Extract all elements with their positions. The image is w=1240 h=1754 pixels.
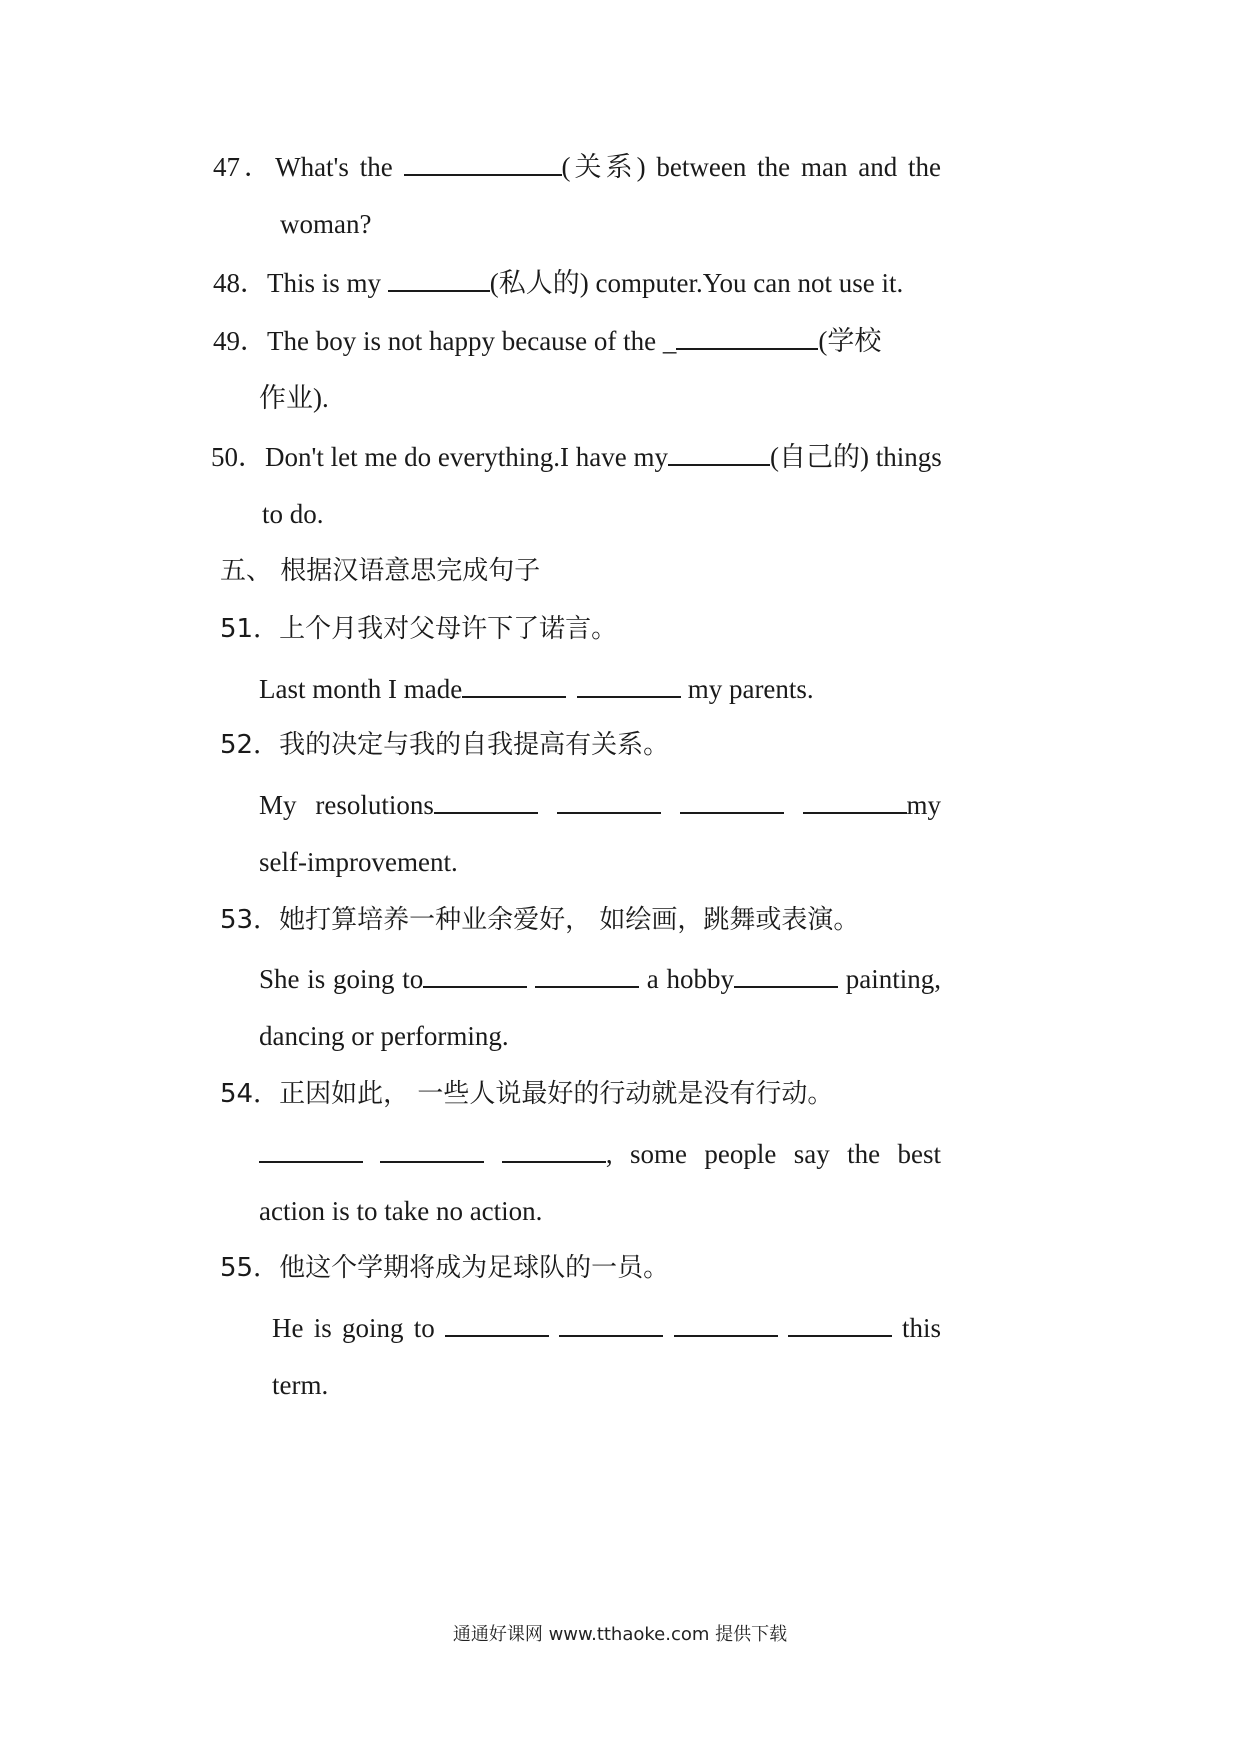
answer-blank[interactable] [535,960,639,988]
question-47-line-2 [280,206,371,242]
q48-text-b: (私人的) computer.You can not use it. [489,268,904,298]
question-52-line-2 [259,844,458,880]
answer-blank[interactable] [388,264,490,292]
q53-text-a: She is going to [259,964,424,994]
q47-text-a: 47．What's the [213,152,393,182]
answer-blank[interactable] [559,1309,663,1337]
q55-prompt-text: 55．他这个学期将成为足球队的一员。 [220,1253,670,1283]
question-52-prompt [220,727,669,763]
q50-text-a: 50．Don't let me do everything.I have my [211,442,669,472]
answer-blank[interactable] [680,786,784,814]
question-51-prompt [220,611,617,647]
q49-text-c: 作业). [259,383,329,413]
q52-text-b: my [906,790,942,820]
q53-prompt-text: 53．她打算培养一种业余爱好， 如绘画，跳舞或表演。 [220,905,860,935]
answer-blank[interactable] [380,1135,484,1163]
answer-blank[interactable] [502,1135,606,1163]
q49-text-b: (学校 [818,326,882,356]
q51-text-a: Last month I made [259,674,463,704]
question-54-prompt [220,1076,833,1112]
q49-text-a: 49．The boy is not happy because of the _ [213,326,677,356]
answer-blank[interactable] [445,1309,549,1337]
q52-text-a: My resolutions [259,790,434,820]
q55-text-b: this [902,1313,942,1343]
answer-blank[interactable] [259,1135,363,1163]
question-51-answer-line [259,670,814,707]
question-53-line-2 [259,1018,509,1054]
q55-text-c: term. [272,1370,329,1400]
question-49-line-2 [259,380,329,416]
question-50-line-2 [262,496,324,532]
answer-blank[interactable] [434,786,538,814]
q51-prompt-text: 51．上个月我对父母许下了诺言。 [220,614,618,644]
q55-text-a: He is going to [272,1313,435,1343]
section-5-title-text: 五、 根据汉语意思完成句子 [220,556,541,586]
q47-text-c: woman? [280,209,372,239]
answer-blank[interactable] [788,1309,892,1337]
answer-blank[interactable] [462,670,566,698]
q52-text-c: self-improvement. [259,847,458,877]
section-5-title [220,553,540,589]
q54-text-a: , some people say the best [605,1139,942,1169]
question-53-prompt [220,902,859,938]
q51-text-b: my parents. [687,674,814,704]
page-footer [0,1620,1240,1646]
question-48-line-1 [213,264,903,301]
question-55-answer-line [272,1309,941,1346]
answer-blank[interactable] [577,670,681,698]
question-54-answer-line [259,1135,941,1172]
q53-text-b: a hobby [646,964,734,994]
question-49-line-1 [213,322,881,359]
question-55-prompt [220,1250,669,1286]
q54-prompt-text: 54．正因如此， 一些人说最好的行动就是没有行动。 [220,1079,834,1109]
question-50-line-1 [211,438,941,475]
answer-blank[interactable] [674,1309,778,1337]
answer-blank[interactable] [734,960,838,988]
answer-blank[interactable] [676,322,818,350]
question-47-line-1 [213,148,941,185]
q50-text-b: (自己的) things [770,442,942,472]
question-55-line-2 [272,1367,328,1403]
q54-text-b: action is to take no action. [259,1196,543,1226]
q47-text-b: (关系) between the man and the [561,152,942,182]
answer-blank[interactable] [803,786,907,814]
question-53-answer-line [259,960,941,997]
answer-blank[interactable] [557,786,661,814]
q53-text-d: dancing or performing. [259,1021,509,1051]
answer-blank[interactable] [423,960,527,988]
q48-text-a: 48．This is my [213,268,382,298]
q50-text-c: to do. [262,499,324,529]
question-52-answer-line [259,786,941,823]
q53-text-c: painting, [845,964,941,994]
q52-prompt-text: 52．我的决定与我的自我提高有关系。 [220,730,670,760]
answer-blank[interactable] [404,148,562,176]
question-54-line-2 [259,1193,542,1229]
answer-blank[interactable] [668,438,770,466]
footer-text: 通通好课网 www.tthaoke.com 提供下载 [452,1624,788,1645]
